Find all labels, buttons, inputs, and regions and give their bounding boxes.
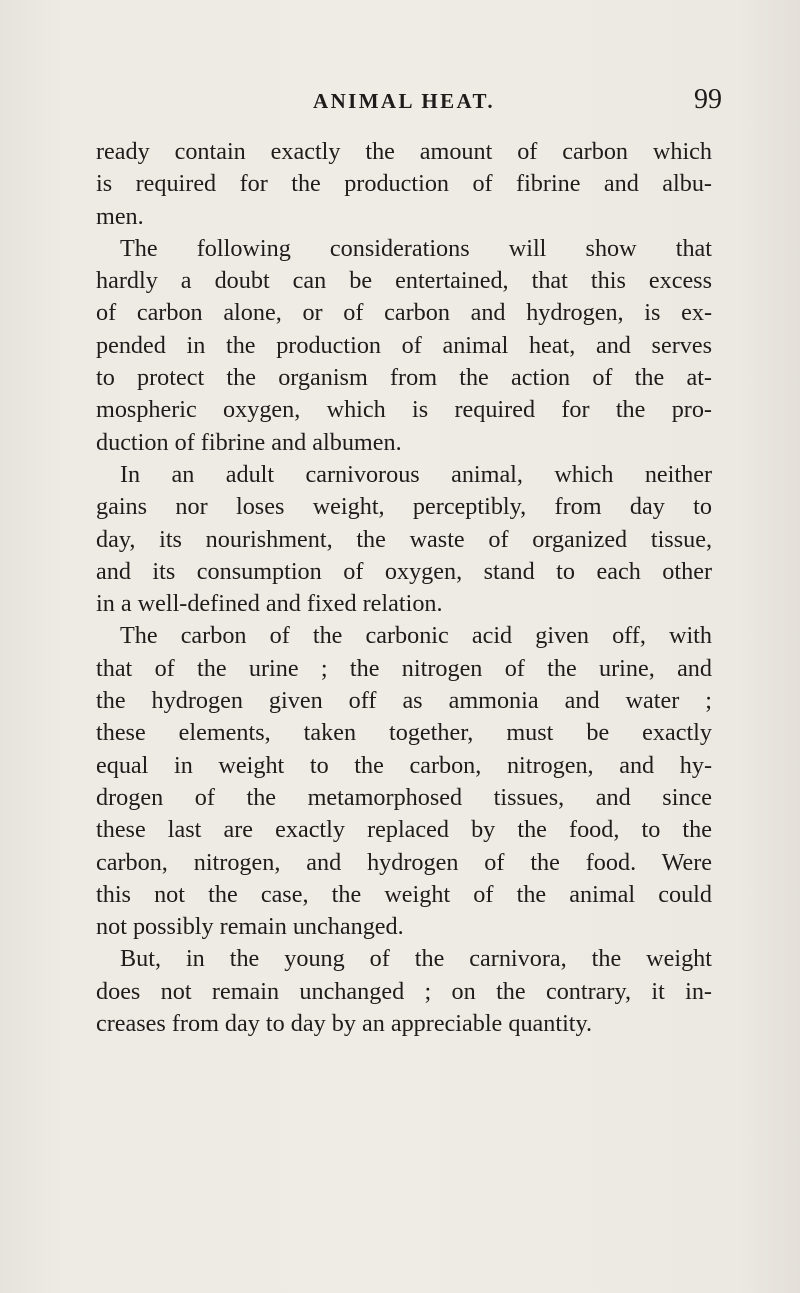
text-line: hardly a doubt can be entertained, that this excess bbox=[96, 267, 712, 295]
paragraph-start-line: The carbon of the carbonic acid given off, with bbox=[120, 622, 712, 650]
text-line: these last are exactly replaced by the food, to the bbox=[96, 816, 712, 844]
running-title: ANIMAL HEAT. bbox=[313, 89, 496, 113]
paragraph-start-line: The following considerations will show that bbox=[120, 234, 712, 262]
text-line: mospheric oxygen, which is required for the pro- bbox=[96, 396, 712, 424]
text-line: gains nor loses weight, perceptibly, from day to bbox=[96, 493, 712, 521]
body-text bbox=[96, 136, 712, 1040]
text-line: carbon, nitrogen, and hydrogen of the food. Were bbox=[96, 848, 712, 876]
text-line: creases from day to day by an appreciable quantity. bbox=[96, 1010, 593, 1038]
text-line: day, its nourishment, the waste of organized tissue, bbox=[96, 525, 712, 553]
text-line: and its consumption of oxygen, stand to each other bbox=[96, 557, 712, 585]
text-line: not possibly remain unchanged. bbox=[96, 913, 404, 941]
text-line: is required for the production of fibrine and albu- bbox=[96, 170, 712, 198]
text-line: of carbon alone, or of carbon and hydrogen, is ex- bbox=[96, 299, 712, 327]
paragraph-start-line: In an adult carnivorous animal, which neither bbox=[120, 460, 712, 488]
text-line: the hydrogen given off as ammonia and water ; bbox=[96, 687, 712, 715]
page-number: 99 bbox=[694, 84, 722, 115]
text-line: to protect the organism from the action of the at- bbox=[96, 364, 712, 392]
text-line: pended in the production of animal heat, and serves bbox=[96, 331, 712, 359]
text-line: equal in weight to the carbon, nitrogen, and hy- bbox=[96, 751, 712, 779]
running-head bbox=[0, 86, 800, 116]
text-line: ready contain exactly the amount of carbon which bbox=[96, 138, 712, 165]
text-line: drogen of the metamorphosed tissues, and since bbox=[96, 783, 712, 811]
paragraph-start-line: But, in the young of the carnivora, the weight bbox=[120, 945, 712, 973]
text-line: this not the case, the weight of the animal could bbox=[96, 880, 712, 908]
text-line: duction of fibrine and albumen. bbox=[96, 428, 402, 456]
text-line: men. bbox=[96, 202, 144, 230]
text-line: in a well-defined and fixed relation. bbox=[96, 590, 443, 618]
text-line: these elements, taken together, must be exactly bbox=[96, 719, 712, 747]
text-line: does not remain unchanged ; on the contrary, it in- bbox=[96, 977, 712, 1005]
text-line: that of the urine ; the nitrogen of the urine, and bbox=[96, 654, 712, 682]
